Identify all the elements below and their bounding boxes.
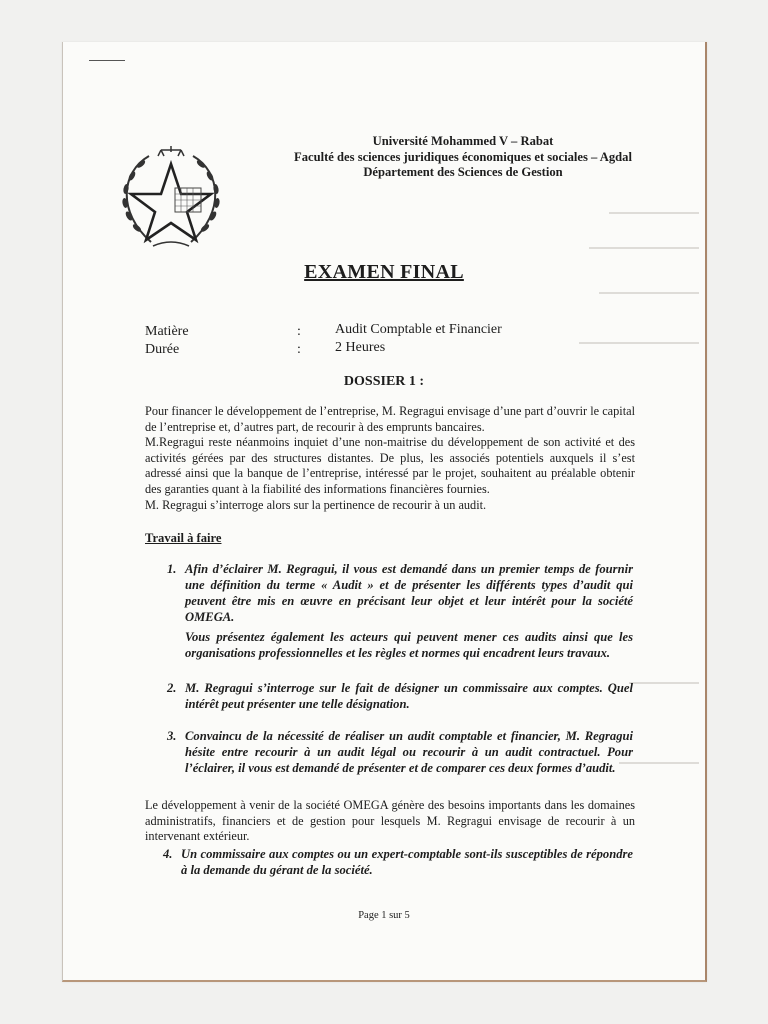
question-3-text: Convaincu de la nécessité de réaliser un audit comptable et financier, M. Regragui hésite entre recourir à un audit légal ou recourir à un audit contractuel. Pour l’éclairer, il vous est demandé de présenter et de comparer ces deux formes d’audit.: [185, 729, 633, 775]
intro-paragraph-2: M.Regragui reste néanmoins inquiet d’une non-maitrise du développement de son activité et des activités gérées par des structures distantes. De plus, les associés potentiels auxquels il s’est adressé ainsi que la banque de l’entreprise, intéressé par le projet, souhaitent au préalable obtenir des garanties quant à la fiabilité des informations financières fournies.: [145, 435, 635, 496]
subject-colon: :: [297, 324, 301, 339]
duration-label: Durée: [145, 342, 180, 357]
show-through-line: [599, 292, 699, 294]
page-footer: Page 1 sur 5: [358, 910, 410, 921]
closing-paragraph: Le développement à venir de la société OMEGA génère des besoins importants dans les domaines administratifs, financiers et de gestion pour lesquels M. Regragui envisage de recourir à un intervenant extérieur.: [145, 798, 635, 844]
question-number: 1.: [167, 562, 177, 576]
university-emblem-icon: [111, 142, 231, 254]
subject-label: Matière: [145, 324, 189, 339]
show-through-line: [579, 342, 699, 344]
subject-value: Audit Comptable et Financier: [335, 322, 502, 337]
show-through-line: [589, 247, 699, 249]
duration-colon: :: [297, 342, 301, 357]
question-number: 4.: [163, 847, 173, 861]
exam-page: [62, 42, 707, 982]
question-number: 3.: [167, 729, 177, 743]
margin-mark: [89, 60, 125, 61]
question-4-text: Un commissaire aux comptes ou un expert-comptable sont-ils susceptibles de répondre à la demande du gérant de la société.: [181, 847, 633, 877]
show-through-line: [609, 212, 699, 214]
duration-value: 2 Heures: [335, 340, 386, 355]
question-1-text: Afin d’éclairer M. Regragui, il vous est demandé dans un premier temps de fournir une définition du terme « Audit » et de présenter les différents types d’audit qui peuvent être mis en œuvre en précisant leur objet et leur intérêt pour la société OMEGA.: [185, 562, 633, 624]
show-through-line: [629, 682, 699, 684]
university-name: Université Mohammed V – Rabat: [372, 134, 554, 148]
institution-header: [253, 134, 673, 181]
work-title: Travail à faire: [145, 531, 222, 545]
dossier-title: DOSSIER 1 :: [343, 374, 425, 389]
intro-paragraph-1: Pour financer le développement de l’entreprise, M. Regragui envisage d’une part d’ouvrir le capital de l’entreprise et, d’autres part, de recourir à des emprunts bancaires.: [145, 404, 635, 434]
intro-paragraph-3: M. Regragui s’interroge alors sur la pertinence de recourir à un audit.: [145, 498, 487, 512]
question-1-followup-text: Vous présentez également les acteurs qui peuvent mener ces audits ainsi que les organisations professionnelles et les règles et normes qui encadrent leurs travaux.: [185, 630, 633, 660]
department-name: Département des Sciences de Gestion: [363, 165, 563, 179]
question-2-text: M. Regragui s’interroge sur le fait de désigner un commissaire aux comptes. Quel intérêt peut présenter une telle désignation.: [185, 681, 633, 711]
question-number: 2.: [167, 681, 177, 695]
faculty-name: Faculté des sciences juridiques économiques et sociales – Agdal: [294, 149, 632, 164]
exam-title: EXAMEN FINAL: [304, 261, 464, 283]
